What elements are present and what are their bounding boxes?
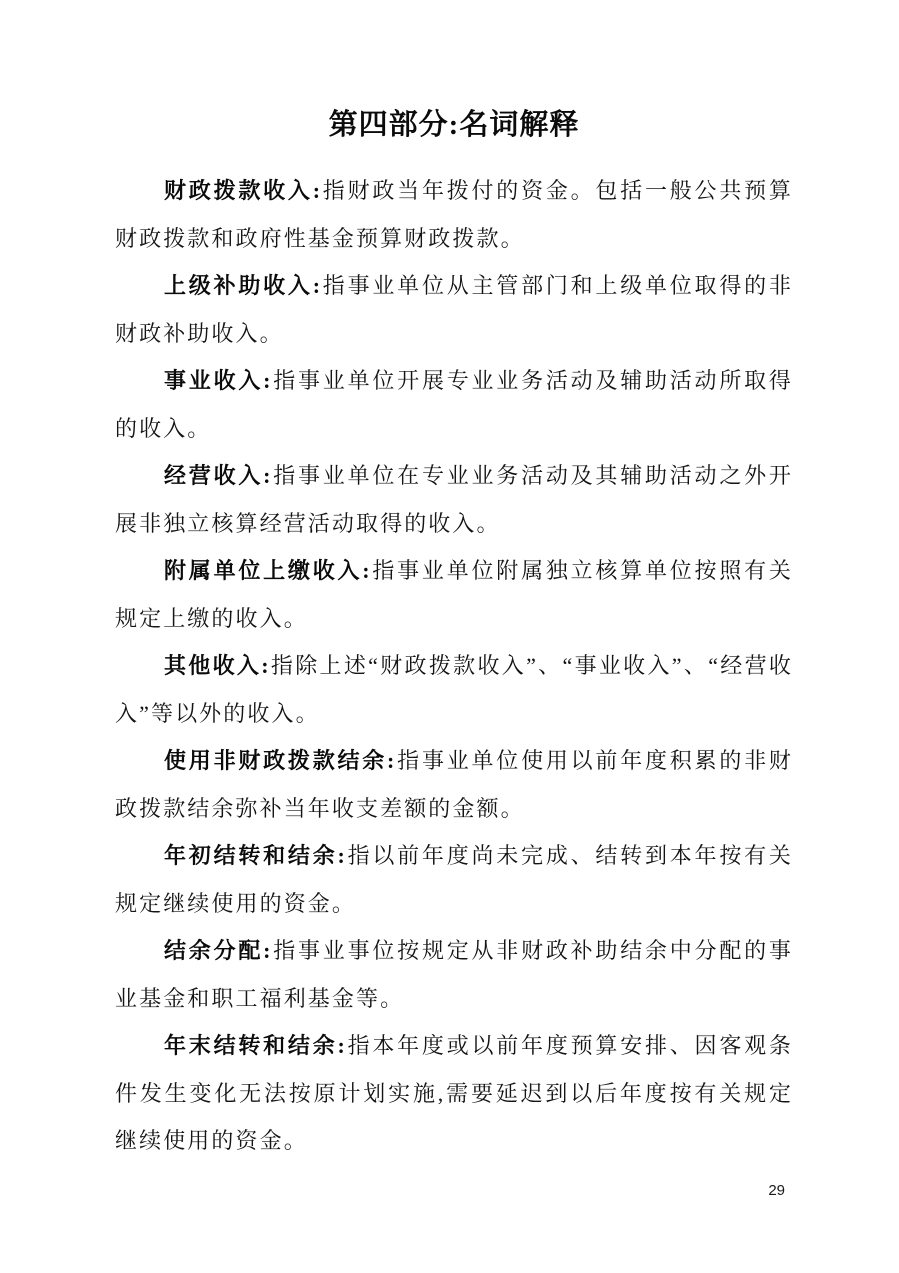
definition-paragraph <box>115 1022 793 1165</box>
page-title: 第四部分:名词解释 <box>328 109 580 141</box>
definition-paragraph <box>115 927 793 1022</box>
term-label: 其他收入: <box>164 653 271 678</box>
term-label: 财政拨款收入: <box>164 178 323 203</box>
definition-paragraph <box>115 357 793 452</box>
term-label: 年初结转和结余: <box>164 843 347 868</box>
document-content <box>115 103 793 1165</box>
definition-paragraph <box>115 452 793 547</box>
definition-paragraph <box>115 167 793 262</box>
term-label: 年末结转和结余: <box>164 1033 347 1058</box>
definition-paragraph <box>115 547 793 642</box>
term-definition: 指以前年度尚未完成、结转到本年按有关规定继续使用的资金。 <box>115 843 793 916</box>
term-definition: 指事业单位使用以前年度积累的非财政拨款结余弥补当年收支差额的金额。 <box>115 748 794 821</box>
term-definition: 指事业事位按规定从非财政补助结余中分配的事业基金和职工福利基金等。 <box>115 938 793 1011</box>
term-definition: 指事业单位附属独立核算单位按照有关规定上缴的收入。 <box>115 558 793 631</box>
term-definition: 指事业单位在专业业务活动及其辅助活动之外开展非独立核算经营活动取得的收入。 <box>115 463 793 536</box>
term-definition: 指事业单位从主管部门和上级单位取得的非财政补助收入。 <box>115 273 793 346</box>
term-label: 上级补助收入: <box>164 273 323 298</box>
page-number: 29 <box>768 1182 785 1199</box>
definition-paragraph <box>115 832 793 927</box>
term-definition: 指本年度或以前年度预算安排、因客观条件发生变化无法按原计划实施,需要延迟到以后年度按有关规定继续使用的资金。 <box>115 1033 793 1153</box>
term-definition: 指财政当年拨付的资金。包括一般公共预算财政拨款和政府性基金预算财政拨款。 <box>115 178 793 251</box>
term-definition: 指除上述“财政拨款收入”、“事业收入”、“经营收入”等以外的收入。 <box>115 653 794 726</box>
term-label: 结余分配: <box>164 938 273 963</box>
definition-paragraph <box>115 642 793 737</box>
term-definition: 指事业单位开展专业业务活动及辅助活动所取得的收入。 <box>115 368 793 441</box>
definition-paragraph <box>115 262 793 357</box>
term-label: 经营收入: <box>164 463 273 488</box>
term-label: 使用非财政拨款结余: <box>164 748 397 773</box>
term-label: 附属单位上缴收入: <box>164 558 372 583</box>
definition-paragraph <box>115 737 793 832</box>
term-label: 事业收入: <box>164 368 273 393</box>
